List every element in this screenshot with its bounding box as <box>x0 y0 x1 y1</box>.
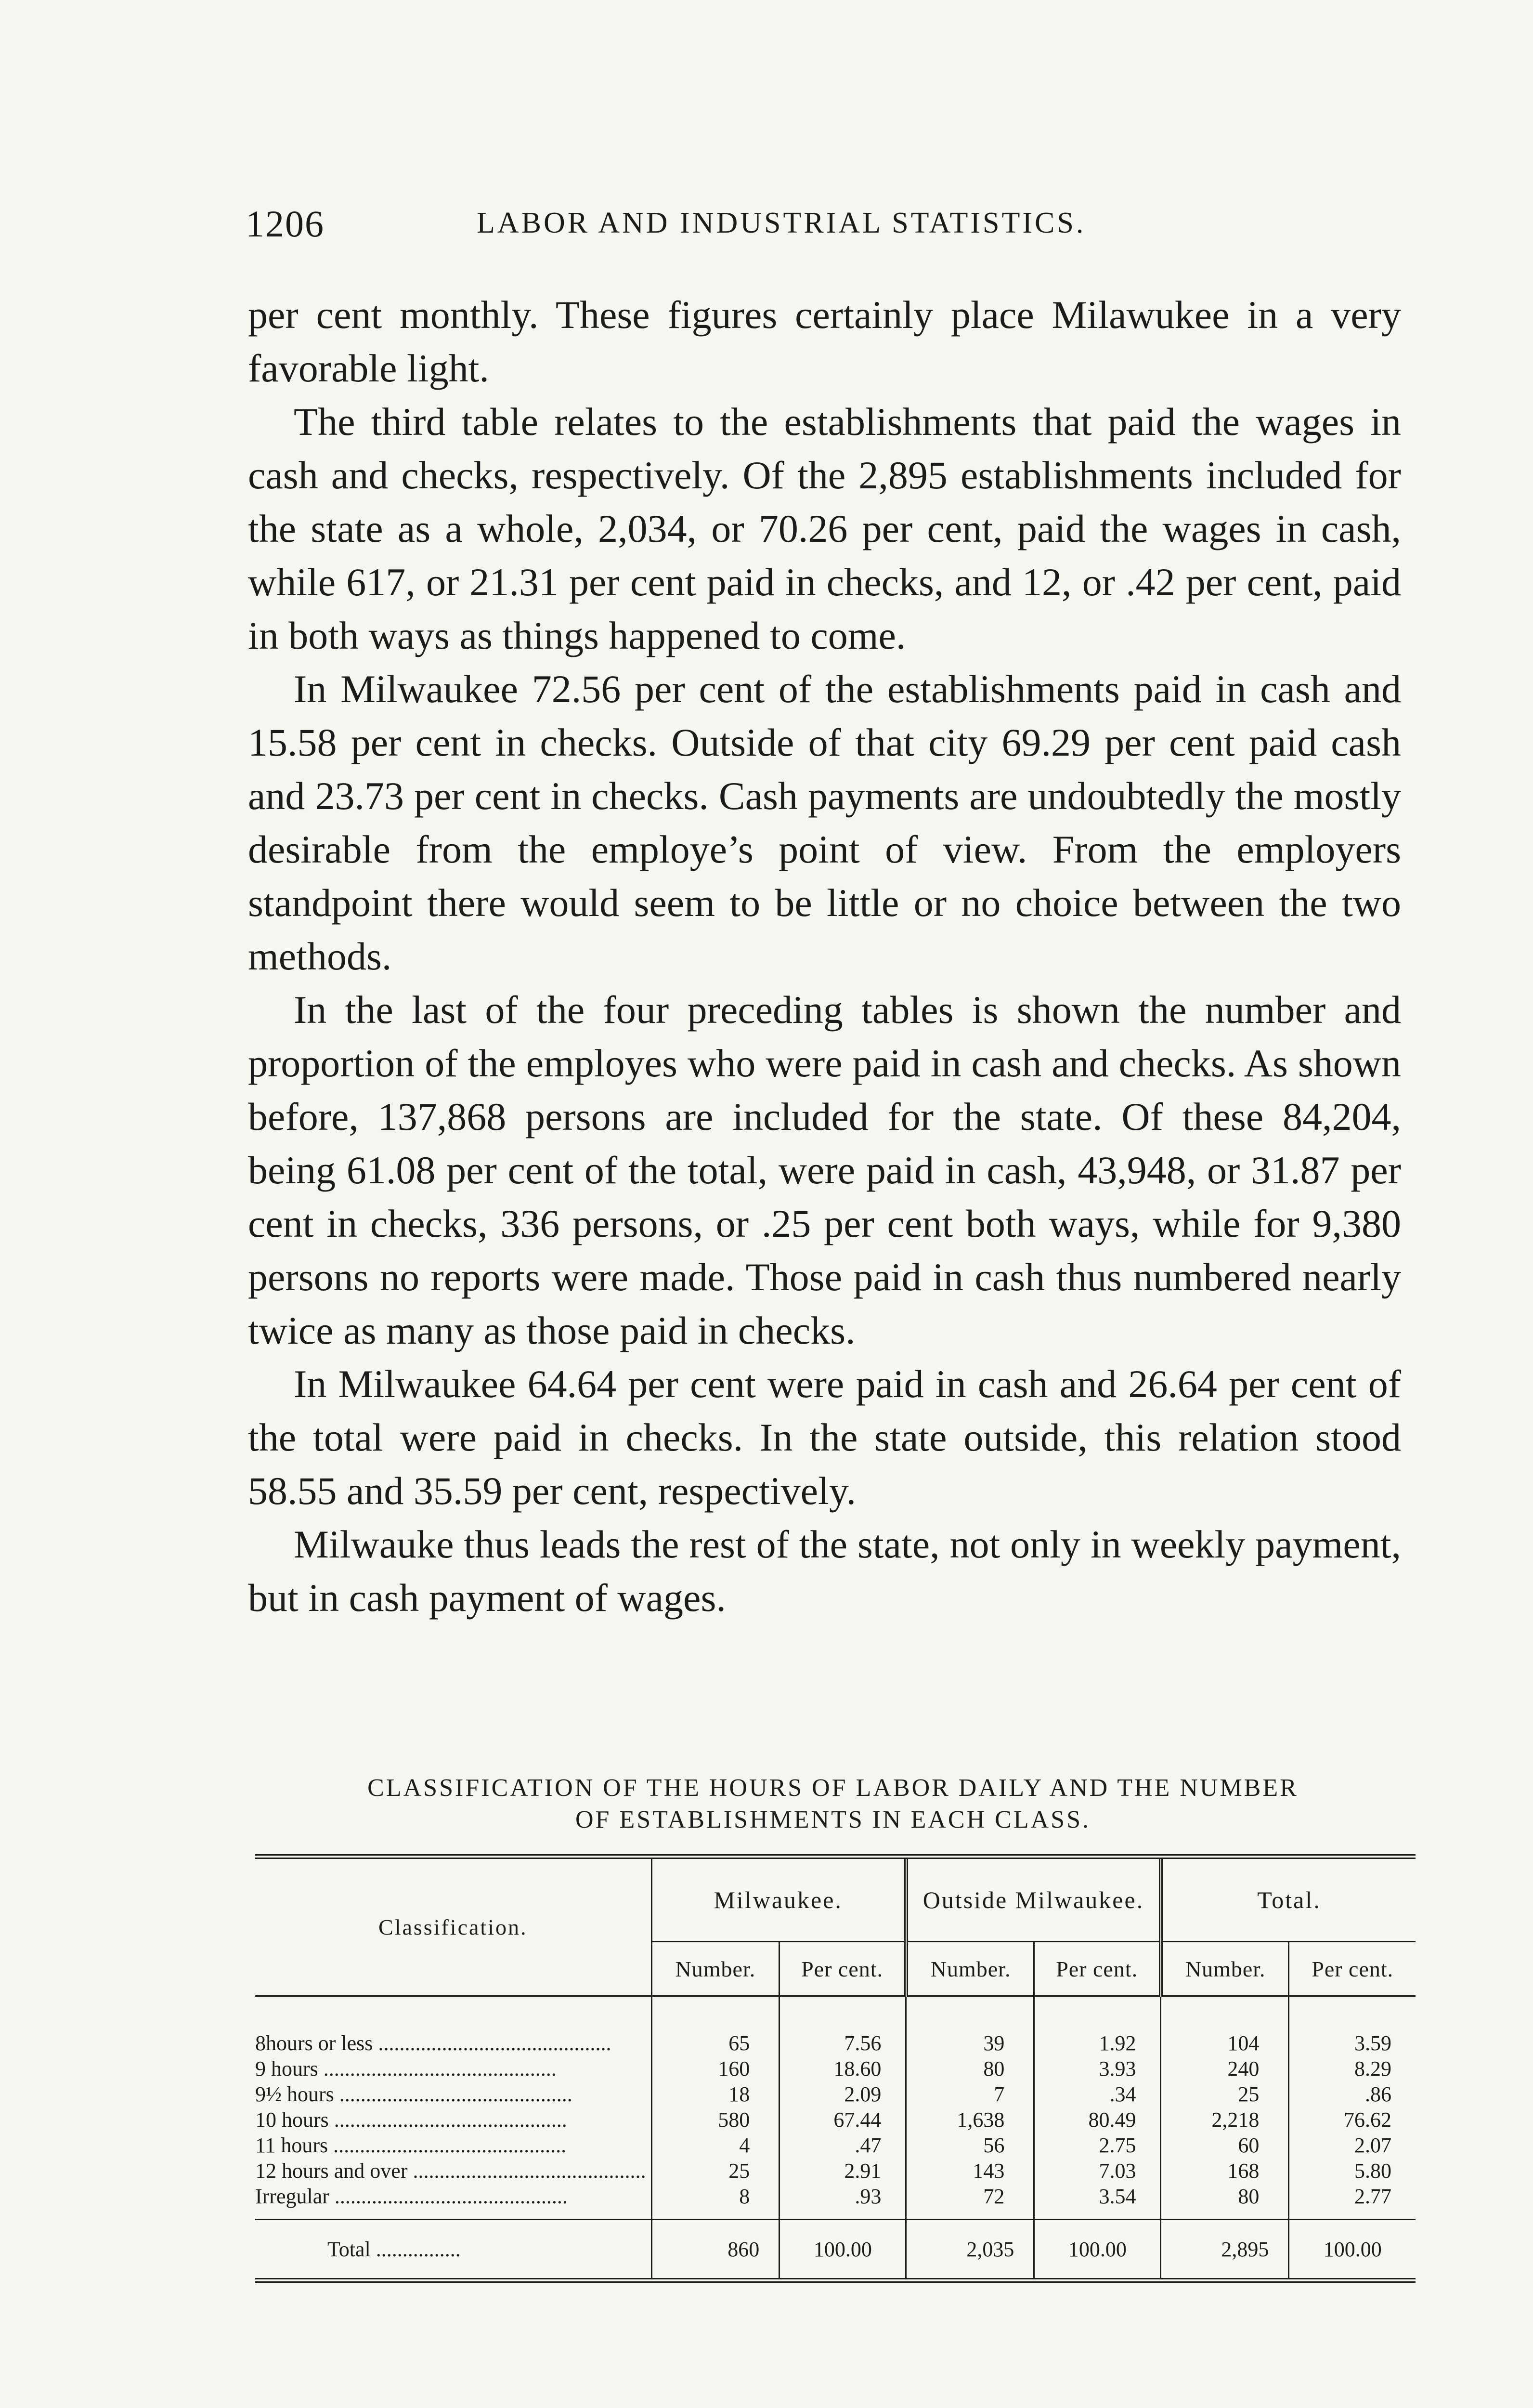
group-header-total: Total. <box>1161 1857 1416 1942</box>
body-text <box>248 288 1401 1624</box>
row-label: 11 hours ..... <box>255 2133 651 2158</box>
total-per-cent: 100.00 <box>1034 2220 1161 2281</box>
table-title <box>250 1772 1416 1836</box>
cell-per-cent: .34 <box>1034 2081 1161 2107</box>
cell-number: 1,638 <box>906 2107 1034 2133</box>
total-per-cent: 100.00 <box>779 2220 906 2281</box>
row-label: 10 hours ..... <box>255 2107 651 2133</box>
cell-number: 240 <box>1161 2056 1289 2081</box>
table-title-line: CLASSIFICATION OF THE HOURS OF LABOR DAILY AND THE NUMBER <box>367 1774 1299 1802</box>
cell-per-cent: 2.07 <box>1289 2133 1416 2158</box>
row-label: 12 hours and over ..... <box>255 2158 651 2184</box>
cell-per-cent: 3.54 <box>1034 2184 1161 2220</box>
cell-per-cent: 7.03 <box>1034 2158 1161 2184</box>
cell-per-cent: 2.91 <box>779 2158 906 2184</box>
total-number: 860 <box>651 2220 779 2281</box>
cell-number: 25 <box>1161 2081 1289 2107</box>
cell-per-cent: 2.09 <box>779 2081 906 2107</box>
table-row <box>255 2107 1416 2133</box>
cell-number: 168 <box>1161 2158 1289 2184</box>
subheader-number: Number. <box>651 1942 779 1996</box>
cell-per-cent: .93 <box>779 2184 906 2220</box>
hours-of-labor-table <box>255 1854 1416 2283</box>
subheader-number: Number. <box>1161 1942 1289 1996</box>
cell-number: 72 <box>906 2184 1034 2220</box>
paragraph: In Milwaukee 64.64 per cent were paid in cash and 26.64 per cent of the total were paid in checks. In the state outside, this relation stood 58.55 and 35.59 per cent, respectively. <box>248 1362 1401 1513</box>
cell-number: 18 <box>651 2081 779 2107</box>
cell-per-cent: 80.49 <box>1034 2107 1161 2133</box>
cell-per-cent: 18.60 <box>779 2056 906 2081</box>
total-per-cent: 100.00 <box>1289 2220 1416 2281</box>
cell-number: 4 <box>651 2133 779 2158</box>
cell-per-cent: 67.44 <box>779 2107 906 2133</box>
cell-number: 2,218 <box>1161 2107 1289 2133</box>
row-label: 9 hours ..... <box>255 2056 651 2081</box>
subheader-per-cent: Per cent. <box>779 1942 906 1996</box>
table-row <box>255 2056 1416 2081</box>
cell-per-cent: 3.93 <box>1034 2056 1161 2081</box>
cell-number: 80 <box>906 2056 1034 2081</box>
cell-number: 25 <box>651 2158 779 2184</box>
column-header-classification: Classification. <box>255 1857 651 1996</box>
cell-per-cent: 1.92 <box>1034 2030 1161 2056</box>
paragraph: The third table relates to the establishments that paid the wages in cash and checks, respectively. Of the 2,895 establishments included for the state as a whole, 2,034, or 70.26 per cent, paid the wages in cash, while 617, or 21.31 per cent paid in checks, and 12, or .42 per cent, paid in both ways as things happened to come. <box>248 400 1401 657</box>
total-number: 2,035 <box>906 2220 1034 2281</box>
cell-per-cent: 8.29 <box>1289 2056 1416 2081</box>
paragraph: In the last of the four preceding tables is shown the number and proportion of the employes who were paid in cash and checks. As shown before, 137,868 persons are included for the state. Of these 84,204, being 61.08 per cent of the total, were paid in cash, 43,948, or 31.87 per cent in checks, 336 persons, or .25 per cent both ways, while for 9,380 persons no reports were made. Those paid in cash thus numbered nearly twice as many as those paid in checks. <box>248 988 1401 1352</box>
group-header-outside-milwaukee: Outside Milwaukee. <box>906 1857 1161 1942</box>
cell-number: 580 <box>651 2107 779 2133</box>
page-number: 1206 <box>246 203 325 245</box>
cell-per-cent: 7.56 <box>779 2030 906 2056</box>
cell-number: 160 <box>651 2056 779 2081</box>
total-label: Total ..... <box>255 2220 651 2281</box>
table-row <box>255 2030 1416 2056</box>
subheader-per-cent: Per cent. <box>1289 1942 1416 1996</box>
cell-per-cent: .47 <box>779 2133 906 2158</box>
cell-number: 143 <box>906 2158 1034 2184</box>
cell-number: 8 <box>651 2184 779 2220</box>
table-row <box>255 2133 1416 2158</box>
paragraph: per cent monthly. These figures certainly place Milawukee in a very favorable light. <box>248 293 1401 390</box>
table-row <box>255 2158 1416 2184</box>
cell-number: 65 <box>651 2030 779 2056</box>
total-number: 2,895 <box>1161 2220 1289 2281</box>
cell-number: 60 <box>1161 2133 1289 2158</box>
cell-number: 104 <box>1161 2030 1289 2056</box>
cell-number: 56 <box>906 2133 1034 2158</box>
cell-per-cent: 3.59 <box>1289 2030 1416 2056</box>
table-title-line: OF ESTABLISHMENTS IN EACH CLASS. <box>575 1806 1091 1833</box>
subheader-number: Number. <box>906 1942 1034 1996</box>
cell-per-cent: 2.77 <box>1289 2184 1416 2220</box>
cell-number: 80 <box>1161 2184 1289 2220</box>
row-label: Irregular ..... <box>255 2184 651 2220</box>
page-header <box>246 202 1430 250</box>
cell-per-cent: .86 <box>1289 2081 1416 2107</box>
table-row <box>255 2081 1416 2107</box>
subheader-per-cent: Per cent. <box>1034 1942 1161 1996</box>
cell-number: 7 <box>906 2081 1034 2107</box>
cell-number: 39 <box>906 2030 1034 2056</box>
row-label: 9½ hours ..... <box>255 2081 651 2107</box>
table-row <box>255 2184 1416 2220</box>
row-label: 8hours or less ..... <box>255 2030 651 2056</box>
total-row <box>255 2220 1416 2281</box>
paragraph: Milwauke thus leads the rest of the state, not only in weekly payment, but in cash payment of wages. <box>248 1522 1401 1620</box>
cell-per-cent: 5.80 <box>1289 2158 1416 2184</box>
cell-per-cent: 2.75 <box>1034 2133 1161 2158</box>
cell-per-cent: 76.62 <box>1289 2107 1416 2133</box>
group-header-milwaukee: Milwaukee. <box>651 1857 906 1942</box>
running-head: LABOR AND INDUSTRIAL STATISTICS. <box>477 207 1086 239</box>
paragraph: In Milwaukee 72.56 per cent of the establishments paid in cash and 15.58 per cent in checks. Outside of that city 69.29 per cent paid cash and 23.73 per cent in checks. Cash payments are undoubtedly the mostly desirable from the employe’s point of view. From the employers standpoint there would seem to be little or no choice between the two methods. <box>248 667 1401 978</box>
